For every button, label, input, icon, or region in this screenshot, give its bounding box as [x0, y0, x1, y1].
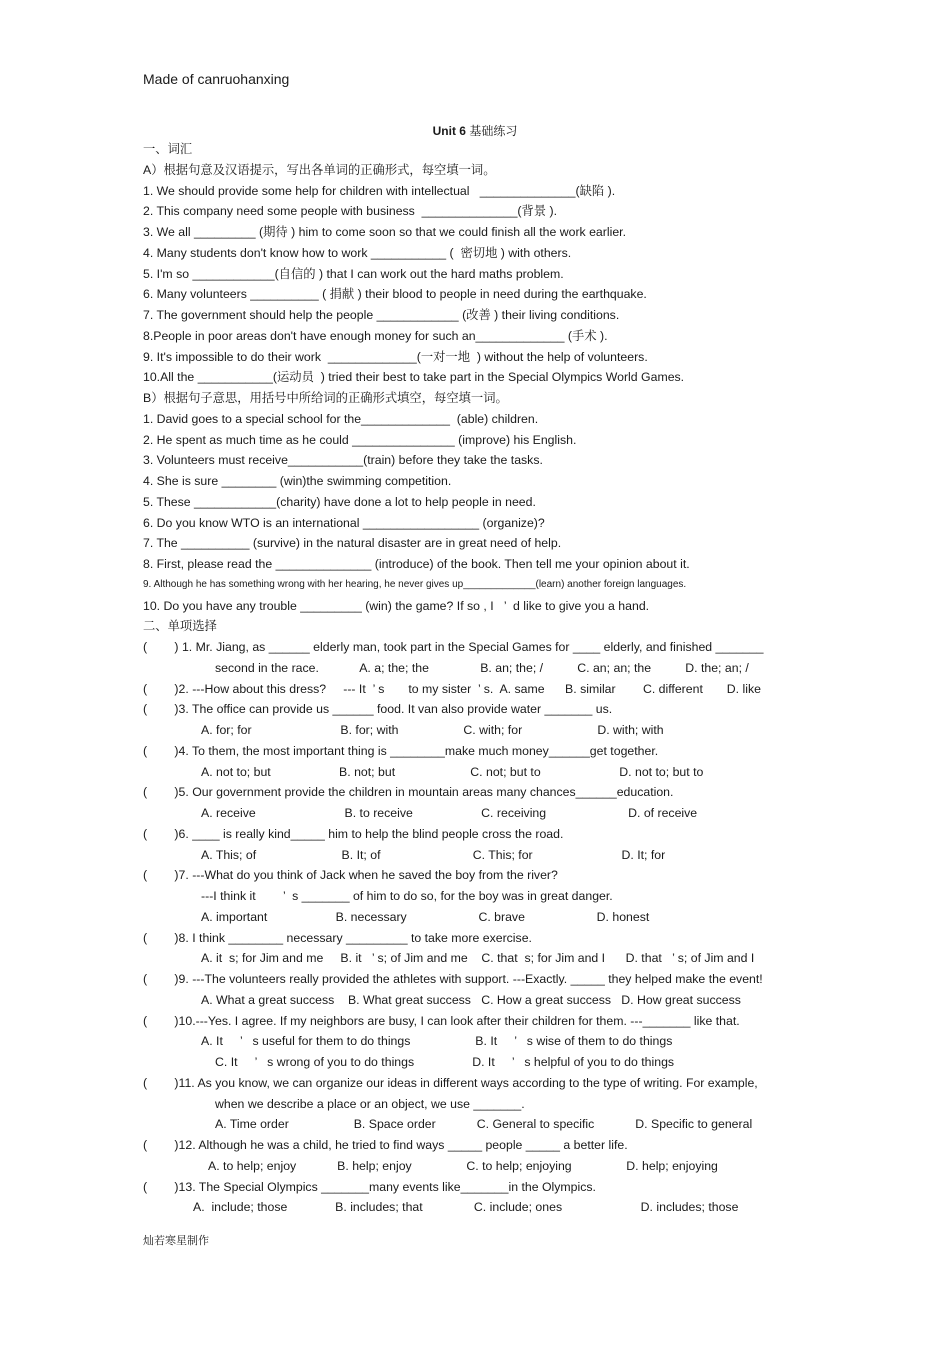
text-line: ( )8. I think ________ necessary _________ to take more exercise.	[143, 930, 532, 945]
text-line: 9. It's impossible to do their work _____________(一对一地 ) without the help of volunteers.	[143, 349, 648, 364]
text-line: ( ) 1. Mr. Jiang, as ______ elderly man, took part in the Special Games for ____ elderly, and finished _______	[143, 640, 764, 654]
text-line: A. important B. necessary C. brave D. honest	[201, 909, 650, 924]
text-line: 9. Although he has something wrong with her hearing, he never gives up_____________(learn) another foreign languages.	[143, 578, 687, 590]
text-line: 10. Do you have any trouble _________ (win) the game? If so , I ’ d like to give you a hand.	[143, 598, 650, 613]
text-line: 5. I'm so ____________(自信的 ) that I can work out the hard maths problem.	[143, 266, 564, 281]
text-line: A. It ’ s useful for them to do things B. It ’ s wise of them to do things	[201, 1034, 673, 1049]
text-line: A. not to; but B. not; but C. not; but to D. not to; but to	[201, 764, 704, 779]
text-line: 6. Do you know WTO is an international _________________ (organize)?	[143, 515, 545, 530]
text-line: ( )3. The office can provide us ______ food. It van also provide water _______ us.	[143, 702, 613, 717]
footer-text: 灿若寒星制作	[143, 1234, 209, 1247]
text-line: 7. The government should help the people ____________ (改善 ) their living conditions.	[143, 308, 620, 322]
text-line: ( )6. ____ is really kind_____ him to help the blind people cross the road.	[143, 826, 564, 841]
text-line: A. What a great success B. What great success C. How a great success D. How great success	[201, 992, 741, 1007]
text-line: A）根据句意及汉语提示，写出各单词的正确形式，每空填一词。	[143, 162, 496, 177]
text-line: when we describe a place or an object, we use _______.	[215, 1096, 525, 1111]
text-line: 3. Volunteers must receive___________(train) before they take the tasks.	[143, 453, 543, 468]
text-line: ( )12. Although he was a child, he tried to find ways _____ people _____ a better life.	[143, 1138, 628, 1152]
text-line: A. receive B. to receive C. receiving D. of receive	[201, 806, 698, 820]
text-line: 4. Many students don't know how to work ___________ ( 密切地 ) with others.	[143, 245, 572, 260]
text-line: 2. This company need some people with business ______________(背景 ).	[143, 204, 558, 219]
text-line: 8. First, please read the ______________ (introduce) of the book. Then tell me your opinion about it.	[143, 557, 690, 571]
header-text: Made of canruohanxing	[143, 71, 290, 87]
text-line: ( )13. The Special Olympics _______many events like_______in the Olympics.	[143, 1179, 596, 1194]
title-subtitle: 基础练习	[469, 124, 518, 138]
text-line: 7. The __________ (survive) in the natural disaster are in great need of help.	[143, 536, 562, 551]
text-line: A. This; of B. It; of C. This; for D. It; for	[201, 847, 666, 862]
text-line: 8.People in poor areas don't have enough money for such an_____________ (手术 ).	[143, 328, 608, 343]
text-line: ( )4. To them, the most important thing is ________make much money______get together.	[143, 743, 659, 758]
text-line: A. it s; for Jim and me B. it ’ s; of Jim and me C. that s; for Jim and I D. that ’ s; of Jim and I	[201, 951, 755, 966]
text-line: ( )10.---Yes. I agree. If my neighbors are busy, I can look after their children for them. ---_______ like that.	[143, 1013, 740, 1028]
text-line: 1. We should provide some help for children with intellectual ______________(缺陷 ).	[143, 183, 616, 198]
text-line: A. to help; enjoy B. help; enjoy C. to help; enjoying D. help; enjoying	[208, 1158, 718, 1173]
text-line: ( )2. ---How about this dress? --- It ’ s to my sister ’ s. A. same B. similar C. different D. like	[143, 681, 761, 696]
text-line: 3. We all _________ (期待 ) him to come soon so that we could finish all the work earlier.	[143, 225, 627, 239]
text-line: 一、词汇	[143, 142, 193, 156]
unit-label: Unit 6	[432, 124, 466, 138]
text-line: 2. He spent as much time as he could _______________ (improve) his English.	[143, 432, 577, 447]
document-body	[143, 139, 823, 1218]
text-line: ( )7. ---What do you think of Jack when he saved the boy from the river?	[143, 868, 558, 883]
text-line: C. It ’ s wrong of you to do things D. It ’ s helpful of you to do things	[215, 1055, 675, 1069]
text-line: ( )11. As you know, we can organize our ideas in different ways according to the type of writing. For example,	[143, 1075, 758, 1090]
text-line: A. for; for B. for; with C. with; for D. with; with	[201, 723, 664, 737]
text-line: 1. David goes to a special school for the_____________ (able) children.	[143, 411, 539, 426]
text-line: B）根据句子意思，用括号中所给词的正确形式填空，每空填一词。	[143, 391, 508, 405]
text-line: second in the race. A. a; the; the B. an; the; / C. an; an; the D. the; an; /	[215, 660, 749, 675]
page-title	[0, 122, 950, 139]
text-line: A. include; those B. includes; that C. include; ones D. includes; those	[193, 1200, 739, 1215]
text-line: 4. She is sure ________ (win)the swimming competition.	[143, 474, 452, 488]
text-line: 10.All the ___________(运动员 ) tried their best to take part in the Special Olympics World Games.	[143, 370, 685, 385]
text-line: ---I think it ’ s _______ of him to do so, for the boy was in great danger.	[201, 889, 613, 903]
text-line: 5. These ____________(charity) have done a lot to help people in need.	[143, 494, 536, 509]
text-line: ( )9. ---The volunteers really provided the athletes with support. ---Exactly. _____ they helped make the event!	[143, 972, 763, 986]
text-line: A. Time order B. Space order C. General to specific D. Specific to general	[215, 1117, 753, 1132]
text-line: 二、单项选择	[143, 619, 217, 634]
text-line: 6. Many volunteers __________ ( 捐献 ) their blood to people in need during the earthquake.	[143, 287, 647, 302]
text-line: ( )5. Our government provide the children in mountain areas many chances______education.	[143, 785, 674, 800]
